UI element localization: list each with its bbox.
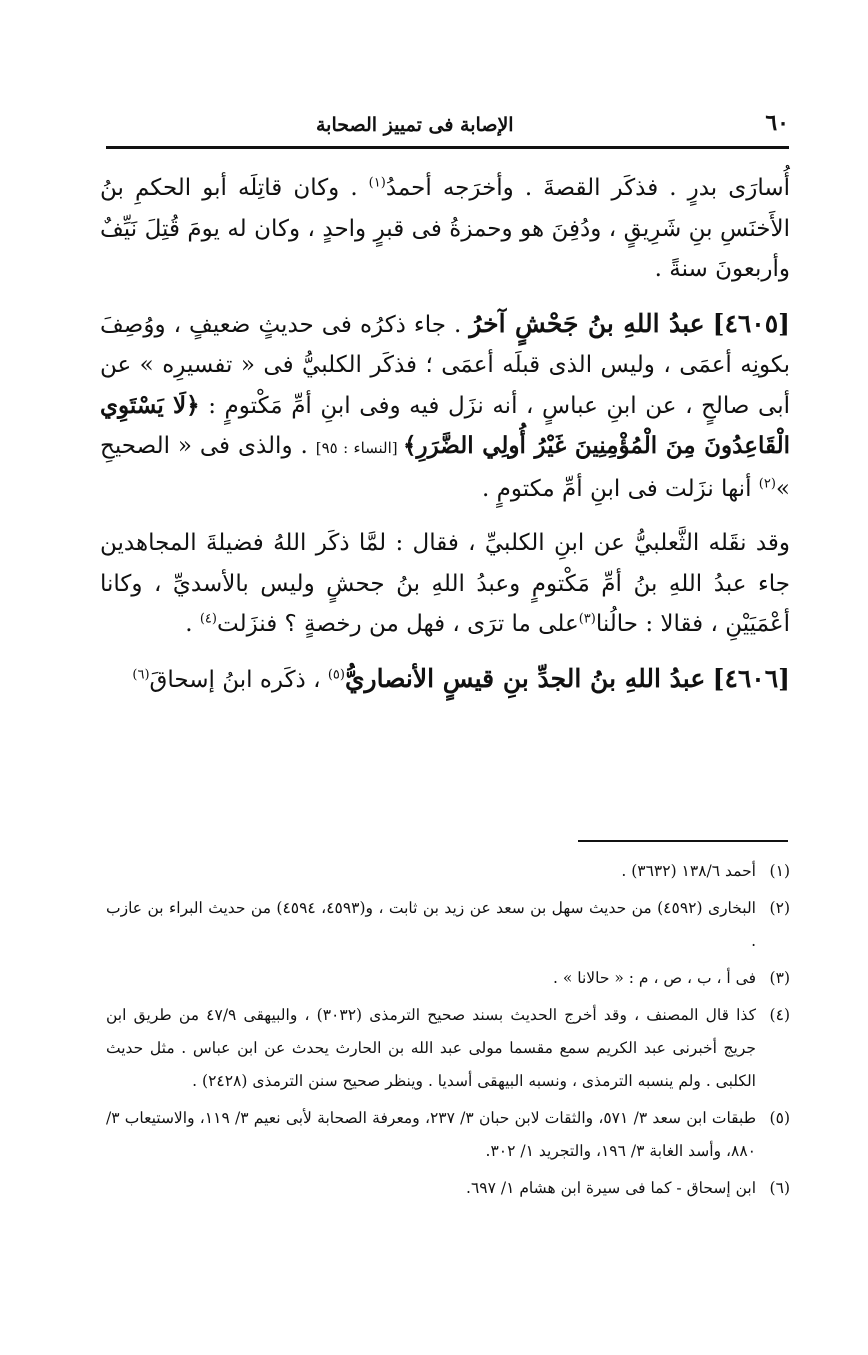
page-number: ٦٠: [765, 110, 789, 136]
footnote-5: [106, 1102, 790, 1168]
quran-reference: [النساء : ٩٥]: [315, 439, 404, 457]
footnote-4: [106, 999, 790, 1098]
footnote-text: البخارى (٤٥٩٢) من حديث سهل بن سعد عن زيد بن ثابت ، و(٤٥٩٣، ٤٥٩٤) من حديث البراء بن عازب .: [106, 899, 756, 950]
text-segment: وقد نقَله الثَّعلبيُّ عن ابنِ الكلبيِّ ، فقال : لمَّا ذكَر اللهُ فضيلةَ المجاهدين جاء عبدُ اللهِ بنُ أمِّ مَكْتومٍ وعبدُ اللهِ بنُ جحشٍ وليس بالأسديِّ ، وكانا أعْمَيَيْنِ ، فقالا : حالُنا: [100, 530, 790, 637]
footnote-1: [106, 855, 790, 888]
text-segment: . والذى فى « الصحيحِ »: [100, 433, 790, 502]
running-title: الإصابة فى تمييز الصحابة: [316, 114, 514, 136]
main-text: [100, 168, 790, 714]
entry-4606: [100, 659, 790, 701]
header-rule: [106, 146, 789, 149]
page-header: [106, 98, 789, 136]
entry-number: [٤٦٠٦]: [712, 663, 790, 693]
entry-number: [٤٦٠٥]: [712, 308, 790, 338]
text-segment: . وكان قاتِلَه أبو الحكمِ بنُ الأَخنَسِ بنِ شَرِيقٍ ، ودُفِنَ هو وحمزةُ فى قبرٍ واحدٍ ، وكان له يومَ قُتِلَ نَيِّفٌ وأربعونَ سنةً .: [100, 175, 790, 282]
paragraph-1: [100, 168, 790, 290]
footnote-text: كذا قال المصنف ، وقد أخرج الحديث بسند صحيح الترمذى (٣٠٣٢) ، والبيهقى ٤٧/٩ من طريق ابن جريج أخبرنى عبد الكريم سمع مقسما مولى عبد الله بن الحارث يحدث عن ابن عباس . مثل حديث الكلبى . ولم ينسبه الترمذى ، ونسبه البيهقى أسديا . وينظر صحيح سنن الترمذى (٢٤٢٨) .: [106, 1006, 756, 1090]
footnote-text: أحمد ١٣٨/٦ (٣٦٣٢) .: [621, 862, 756, 880]
text-segment: أنها نزَلت فى ابنِ أمِّ مكتومٍ .: [482, 475, 759, 502]
footnote-ref[interactable]: (١): [368, 175, 386, 191]
entry-name: عبدُ اللهِ بنُ الجدِّ بنِ قيسٍ الأنصاريُّ: [344, 663, 706, 693]
text-segment: ، ذكَره ابنُ إسحاقَ: [149, 666, 328, 693]
footnote-mark: (٦): [769, 1179, 790, 1197]
footnote-text: ابن إسحاق - كما فى سيرة ابن هشام ١/ ٦٩٧.: [466, 1179, 756, 1197]
footnote-rule: [578, 840, 788, 842]
footnote-ref[interactable]: (٥): [327, 666, 345, 682]
footnote-text: طبقات ابن سعد ٣/ ٥٧١، والثقات لابن حبان ٣/ ٢٣٧، ومعرفة الصحابة لأبى نعيم ٣/ ١١٩، والاستيعاب ٣/ ٨٨٠، وأسد الغابة ٣/ ١٩٦، والتجريد ١/ ٣٠٢.: [106, 1109, 757, 1160]
footnote-mark: (١): [769, 862, 790, 880]
footnote-3: [106, 962, 790, 995]
footnote-mark: (٣): [769, 969, 790, 987]
footnote-2: [106, 892, 790, 958]
footnote-ref[interactable]: (٤): [199, 611, 217, 627]
footnote-6: [106, 1172, 790, 1205]
footnotes: [106, 855, 790, 1209]
footnote-mark: (٥): [769, 1109, 790, 1127]
paragraph-3: [100, 523, 790, 645]
footnote-mark: (٤): [769, 1006, 790, 1024]
text-segment: على ما ترَى ، فهل من رخصةٍ ؟ فنزَلت: [216, 611, 579, 637]
footnote-ref[interactable]: (٢): [758, 475, 776, 491]
entry-name: عبدُ اللهِ بنُ جَحْشٍ آخرُ: [469, 308, 705, 338]
text-segment: . جاء ذكرُه فى حديثٍ ضعيفٍ ، ووُصِفَ بكونِه أعمَى ، وليس الذى قبلَه أعمَى ؛ فذكَر الكلبيُّ فى « تفسيرِه » عن أبى صالحٍ ، عن ابنِ عباسٍ ، أنه نزَل فيه وفى ابنِ أمِّ مَكْتومٍ :: [100, 311, 790, 419]
footnote-text: فى أ ، ب ، ص ، م : « حالانا » .: [553, 969, 756, 987]
footnote-ref[interactable]: (٦): [132, 666, 150, 682]
entry-4605: [100, 304, 790, 510]
text-segment: أُسارَى بدرٍ . فذكَر القصةَ . وأخرَجه أحمدُ: [385, 175, 790, 201]
text-segment: .: [185, 611, 200, 637]
footnote-ref[interactable]: (٣): [578, 611, 596, 627]
quran-verse: ﴿لَا يَسْتَوِي الْقَاعِدُونَ مِنَ الْمُؤْمِنِينَ غَيْرُ أُولِي الضَّرَرِ﴾: [100, 391, 790, 459]
footnote-mark: (٢): [769, 899, 790, 917]
